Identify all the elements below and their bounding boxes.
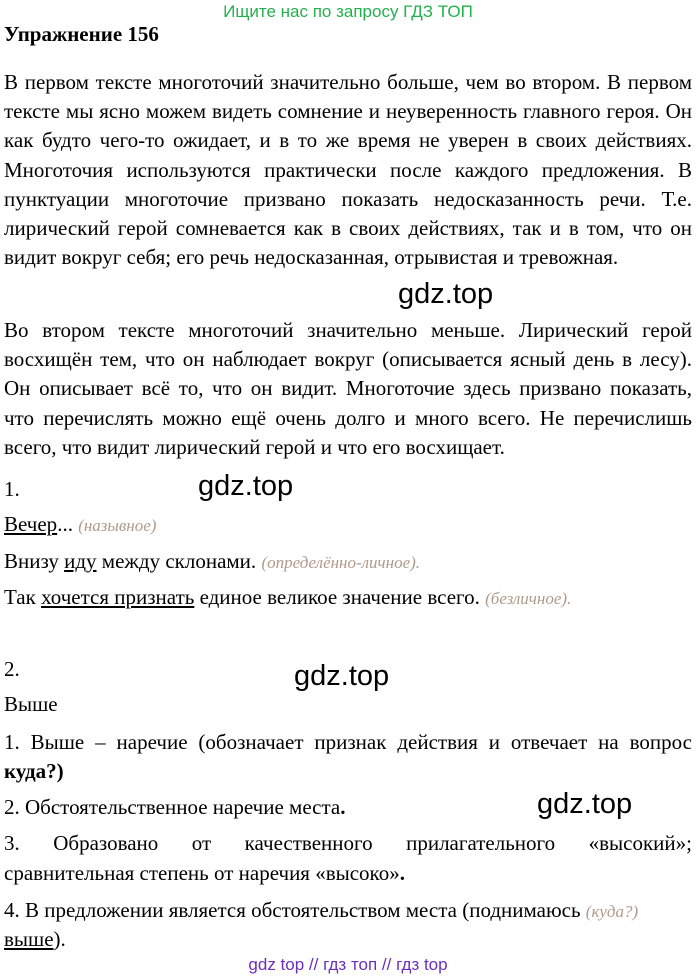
section-2-word: Выше <box>4 692 58 716</box>
sentence-3-predicate: хочется признать <box>41 585 195 609</box>
section-1-number: 1. <box>4 477 20 501</box>
analysis-item-3-period: . <box>399 861 405 885</box>
analysis-item-1: 1. Выше – наречие (обозначает признак действия и отвечает на вопрос <box>4 730 692 754</box>
analysis-item-4-question-note: (куда?) <box>585 902 639 921</box>
sentence-3-type-note: (безличное) <box>485 589 568 608</box>
sentence-1 <box>4 512 156 537</box>
top-banner[interactable]: Ищите нас по запросу ГДЗ ТОП <box>223 2 473 21</box>
sentence-2-predicate: иду <box>64 549 97 573</box>
analysis-item-4-word: выше <box>4 927 54 951</box>
analysis-item-1-question: куда?) <box>4 759 64 783</box>
analysis-item-4-text: 4. В предложении является обстоятельством места (поднимаюсь <box>4 898 586 922</box>
sentence-1-subject: Вечер <box>4 512 58 536</box>
watermark-gdz-1: gdz.top <box>398 278 494 310</box>
analysis-item-4-cont <box>4 927 66 952</box>
sentence-3 <box>4 585 571 610</box>
paragraph-second-text: Во втором тексте многоточий значительно меньше. Лирический герой восхищён тем, что он наблюдает вокруг (описывается ясный день в лесу). Он описывает всё то, что он видит. Многоточие здесь призвано показать, что перечислять можно ещё очень долго и много всего. Не перечислишь всего, что видит лирический герой и что его восхищает. <box>4 318 692 459</box>
analysis-item-3-cont-text: сравнительная степень от наречия «высоко» <box>4 861 400 885</box>
sentence-1-dots: ... <box>57 512 73 536</box>
sentence-2 <box>4 549 420 574</box>
watermark-gdz-2: gdz.top <box>198 470 294 502</box>
sentence-2-start: Внизу <box>4 549 65 573</box>
sentence-3-period: . <box>567 589 572 608</box>
watermark-gdz-3: gdz.top <box>294 660 390 692</box>
sentence-1-type-note: (назывное) <box>78 516 157 535</box>
paragraph-first-text: В первом тексте многоточий значительно больше, чем во втором. В первом тексте мы ясно можем видеть сомнение и неуверенность главного героя. Он как будто чего-то ожидает, и в то же время не уверен в своих действиях. Многоточия используются практически после каждого предложения. В пунктуации многоточие призвано показать недосказанность речи. Т.е. лирический герой сомневается как в своих действиях, так и в том, что он видит вокруг себя; его речь недосказанная, отрывистая и тревожная. <box>4 70 692 270</box>
watermark-gdz-4: gdz.top <box>537 788 633 820</box>
analysis-item-2-period: . <box>340 795 346 819</box>
exercise-title: Упражнение 156 <box>4 22 159 46</box>
analysis-item-4 <box>4 898 638 923</box>
sentence-2-type-note: (определённо-личное). <box>261 553 421 572</box>
bottom-footer[interactable]: gdz top // гдз топ // гдз top <box>248 955 448 974</box>
sentence-3-start: Так <box>4 585 42 609</box>
sentence-2-end: между склонами. <box>96 549 257 573</box>
analysis-item-3-cont <box>4 861 405 886</box>
section-2-number: 2. <box>4 657 20 681</box>
analysis-item-2-text: 2. Обстоятельственное наречие места <box>4 795 341 819</box>
analysis-item-2 <box>4 795 346 820</box>
analysis-item-3: 3. Образовано от качественного прилагательного «высокий»; <box>4 831 692 855</box>
sentence-3-end: единое великое значение всего. <box>194 585 480 609</box>
analysis-item-4-end: ). <box>53 927 66 951</box>
